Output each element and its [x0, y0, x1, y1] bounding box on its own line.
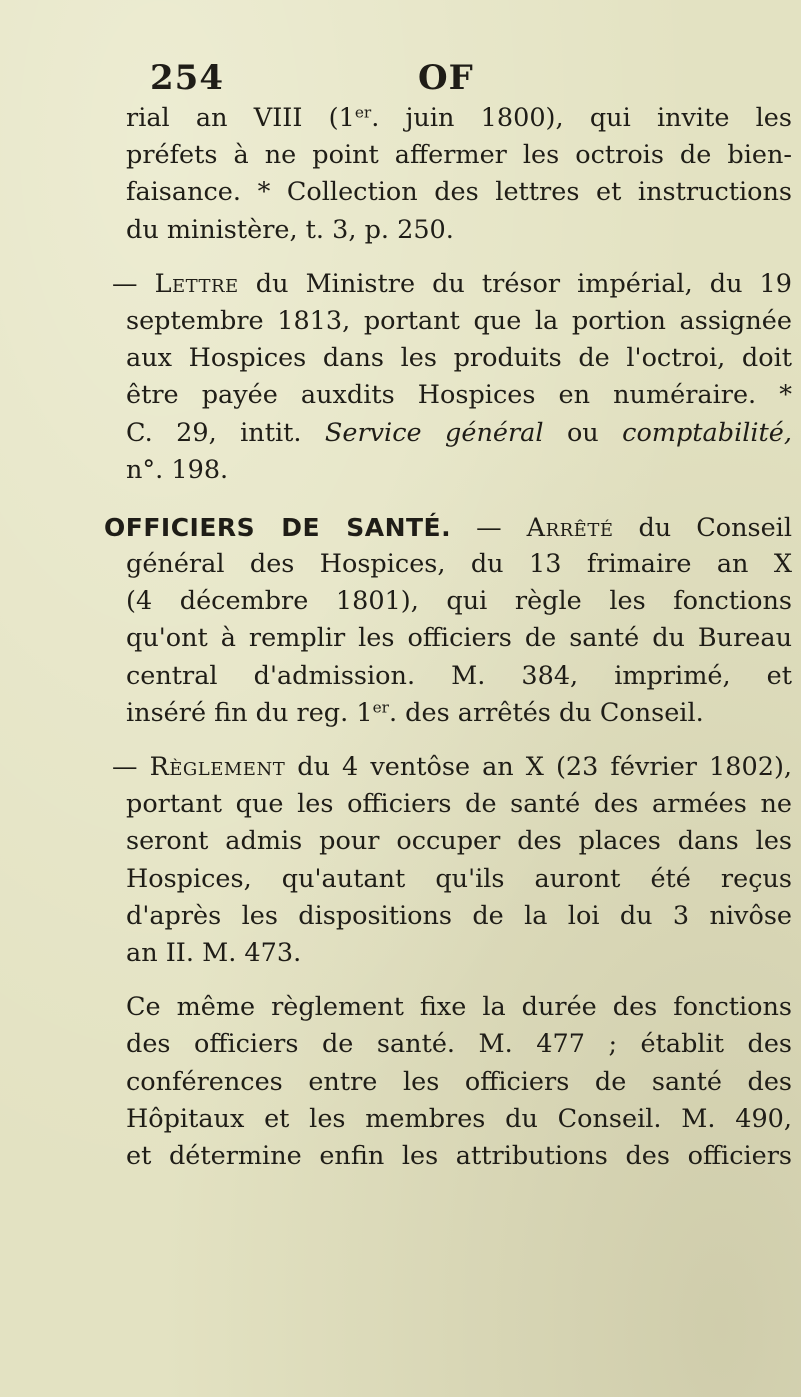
text-line: général des Hospices, du 13 frimaire an X	[126, 549, 792, 580]
text-line: n°. 198.	[126, 454, 229, 485]
text-line: Ce même règlement fixe la durée des fonctions	[126, 992, 792, 1023]
body-text	[104, 100, 793, 1175]
text-line: (4 décembre 1801), qui règle les fonctions	[126, 586, 792, 617]
text-line: central d'admission. M. 384, imprimé, et	[126, 660, 792, 691]
text-line: — Lettre du Ministre du trésor impérial, du 19	[112, 268, 793, 299]
page-number: 254	[150, 58, 224, 98]
text-line: faisance. * Collection des lettres et instructions	[126, 177, 792, 208]
text-line: septembre 1813, portant que la portion assignée	[126, 305, 792, 336]
text-line: qu'ont à remplir les officiers de santé du Bureau	[126, 623, 792, 654]
text-line: seront admis pour occuper des places dans les	[126, 826, 792, 857]
paragraph-officiers-de-sante	[104, 509, 792, 732]
paragraph-meme-reglement	[126, 989, 792, 1175]
text-line: inséré fin du reg. 1er. des arrêtés du Conseil.	[126, 697, 704, 728]
text-line: OFFICIERS DE SANTÉ. — Arrêté du Conseil	[104, 512, 792, 543]
text-line: d'après les dispositions de la loi du 3 nivôse	[126, 900, 792, 931]
text-line: préfets à ne point affermer les octrois de bien-	[126, 140, 792, 171]
text-line: conférences entre les officiers de santé des	[126, 1066, 792, 1097]
paragraph-reglement	[112, 749, 792, 972]
text-line: aux Hospices dans les produits de l'octroi, doit	[126, 343, 792, 374]
text-line: du ministère, t. 3, p. 250.	[126, 214, 454, 245]
running-head	[0, 58, 801, 98]
text-line: des officiers de santé. M. 477 ; établit des	[126, 1029, 792, 1060]
text-line: et détermine enfin les attributions des officiers	[126, 1140, 792, 1171]
paragraph-lettre	[112, 266, 793, 489]
paragraph-continuation	[126, 100, 792, 249]
text-line: C. 29, intit. Service général ou comptabilité,	[126, 417, 792, 448]
text-line: an II. M. 473.	[126, 937, 302, 968]
text-line: rial an VIII (1er. juin 1800), qui invite les	[126, 103, 792, 133]
text-line: être payée auxdits Hospices en numéraire. *	[126, 380, 792, 411]
text-line: Hospices, qu'autant qu'ils auront été reçus	[126, 863, 792, 894]
text-line: — Règlement du 4 ventôse an X (23 février 1802),	[112, 752, 792, 782]
running-title: OF	[418, 58, 474, 98]
text-line: Hôpitaux et les membres du Conseil. M. 490,	[126, 1103, 792, 1134]
entry-heading: OFFICIERS DE SANTÉ.	[104, 512, 452, 542]
text-line: portant que les officiers de santé des armées ne	[126, 789, 792, 820]
